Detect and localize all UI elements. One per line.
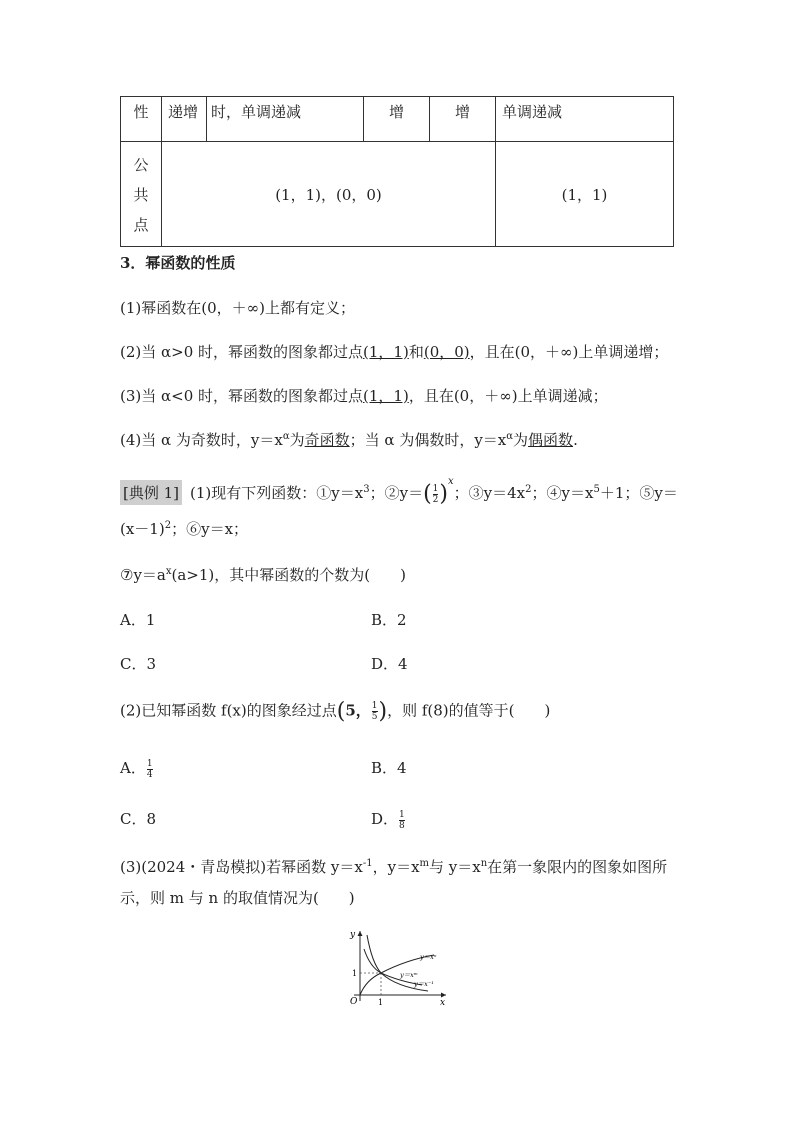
property-3: (3)当 α<0 时，幂函数的图象都过点(1，1)，且在(0，＋∞)上单调递减；	[120, 387, 608, 405]
example-tag: [典例 1]	[120, 480, 182, 505]
table-cell: 增	[430, 97, 496, 142]
option-c: C．3	[120, 655, 157, 673]
table-cell-common-points-left: (1，1)，(0，0)	[162, 142, 496, 247]
table-header-cell: 公 共 点	[121, 142, 162, 247]
option-b: B．2	[371, 611, 407, 629]
axis-y-label: y	[350, 930, 356, 940]
table-cell: 单调递减	[496, 97, 674, 142]
label-xinv: y＝x⁻¹	[414, 980, 434, 988]
example-1-line-2: $(x-1)^2$；⑥y＝x；	[120, 520, 249, 538]
option-b: B．4	[371, 759, 407, 777]
section-title: 3．幂函数的性质	[120, 254, 236, 272]
tick-x-1: 1	[378, 998, 384, 1007]
origin-label: O	[350, 997, 358, 1007]
example-1-line-3: $⑦y=a^x(a>1)$，其中幂函数的个数为( )	[120, 566, 406, 584]
option-a: A．1	[120, 611, 156, 629]
property-2: (2)当 α>0 时，幂函数的图象都过点(1，1)和(0，0)，且在(0，＋∞)上单调递增；	[120, 343, 669, 361]
property-1: (1)幂函数在(0，＋∞)上都有定义；	[120, 299, 355, 317]
option-d: D． $\frac{1}{8}$	[371, 809, 405, 831]
table-header-cell: 性	[121, 97, 162, 142]
example-1-line-1: [典例 1] (1)现有下列函数：$①y=x^3$；②y＝( $\frac{1}{2}$ )$^x$；$③y=4x^2$；$④y=x^5+1$；⑤y＝	[120, 476, 678, 507]
example-3-line-2: 示，则 m 与 n 的取值情况为( )	[120, 889, 355, 907]
label-xm: y＝xᵐ	[400, 971, 418, 979]
property-4: (4)当 α 为奇数时，$y=x^\alpha$为奇函数；当 α 为偶数时，$y=x^\alpha$为偶函数.	[120, 431, 578, 449]
label-xn: y＝xⁿ	[420, 953, 437, 961]
example-2-question: (2)已知幂函数 f(x)的图象经过点(5， $\frac{1}{5}$ )，则 f(8)的值等于( )	[120, 699, 551, 724]
curve-xn	[360, 955, 434, 995]
table-cell: 递增	[162, 97, 207, 142]
tick-y-1: 1	[352, 969, 358, 978]
table-cell: 时，单调递减	[207, 97, 364, 142]
option-c: C．8	[120, 810, 157, 828]
power-function-graph	[336, 925, 452, 1007]
option-a: A． $\frac{1}{4}$	[120, 758, 153, 780]
axis-x-label: x	[440, 998, 446, 1007]
x-axis-arrow-icon	[441, 993, 446, 998]
example-3-line-1: (3)(2024・青岛模拟)若幂函数 $y=x^{-1}$，$y=x^m$与 $y=x^n$在第一象限内的图象如图所	[120, 858, 668, 876]
table-cell: 增	[364, 97, 430, 142]
table-row	[121, 97, 674, 142]
table-cell-common-points-right: (1，1)	[496, 142, 674, 247]
y-axis-arrow-icon	[358, 931, 363, 936]
power-function-table	[120, 96, 674, 247]
option-d: D．4	[371, 655, 408, 673]
table-row	[121, 142, 674, 247]
